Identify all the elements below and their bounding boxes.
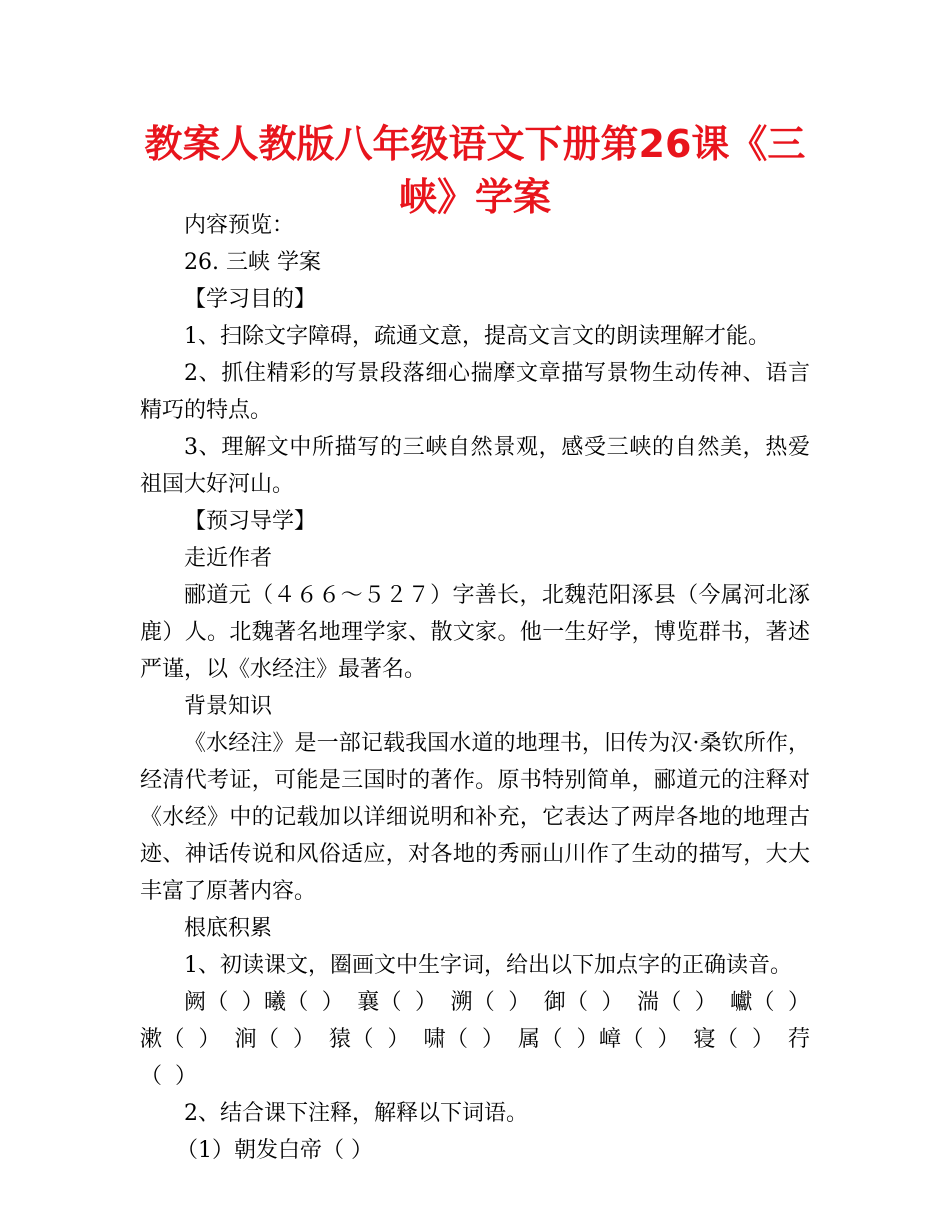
pronunciation-blanks: 阙（ ）曦（ ） 襄（ ） 溯（ ） 御（ ） 湍（ ） 巘（ ） 漱（ ） 涧（ ） 猿（ ） 啸（ ） 属（ ）嶂（ ） 寝（ ） 荇（ ）: [140, 990, 810, 1089]
lesson-heading: 26. 三峡 学案: [184, 250, 321, 275]
preview-label: 内容预览：: [184, 213, 295, 238]
goal-item-2: 2、抓住精彩的写景段落细心揣摩文章描写景物生动传神、语言精巧的特点。: [140, 361, 810, 423]
background-paragraph: 《水经注》是一部记载我国水道的地理书，旧传为汉·桑钦所作，经清代考证，可能是三国时的著作。原书特别简单，郦道元的注释对《水经》中的记载加以详细说明和补充，它表达了两岸各地的地理古迹、神话传说和风俗适应，对各地的秀丽山川作了生动的描写，大大丰富了原著内容。: [140, 731, 810, 904]
document-title: 教案人教版八年级语文下册第26课《三峡》学案: [144, 122, 806, 219]
goal-item-3: 3、理解文中所描写的三峡自然景观，感受三峡的自然美，热爱祖国大好河山。: [140, 435, 810, 497]
document-body: [140, 207, 810, 1169]
exercise-2-item-1: （1）朝发白帝（ ）: [176, 1138, 373, 1163]
author-paragraph: 郦道元（４６６～５２７）字善长，北魏范阳涿县（今属河北涿鹿）人。北魏著名地理学家、散文家。他一生好学，博览群书，著述严谨，以《水经注》最著名。: [140, 583, 810, 682]
section-heading-goals: 【学习目的】: [184, 287, 317, 312]
subheading-basics: 根底积累: [184, 916, 273, 941]
section-heading-preview: 【预习导学】: [184, 509, 317, 534]
subheading-author: 走近作者: [184, 546, 273, 571]
exercise-2: 2、结合课下注释，解释以下词语。: [184, 1101, 528, 1126]
subheading-background: 背景知识: [184, 694, 273, 719]
exercise-1: 1、初读课文，圈画文中生字词，给出以下加点字的正确读音。: [184, 953, 792, 978]
goal-item-1: 1、扫除文字障碍，疏通文意，提高文言文的朗读理解才能。: [184, 324, 770, 349]
